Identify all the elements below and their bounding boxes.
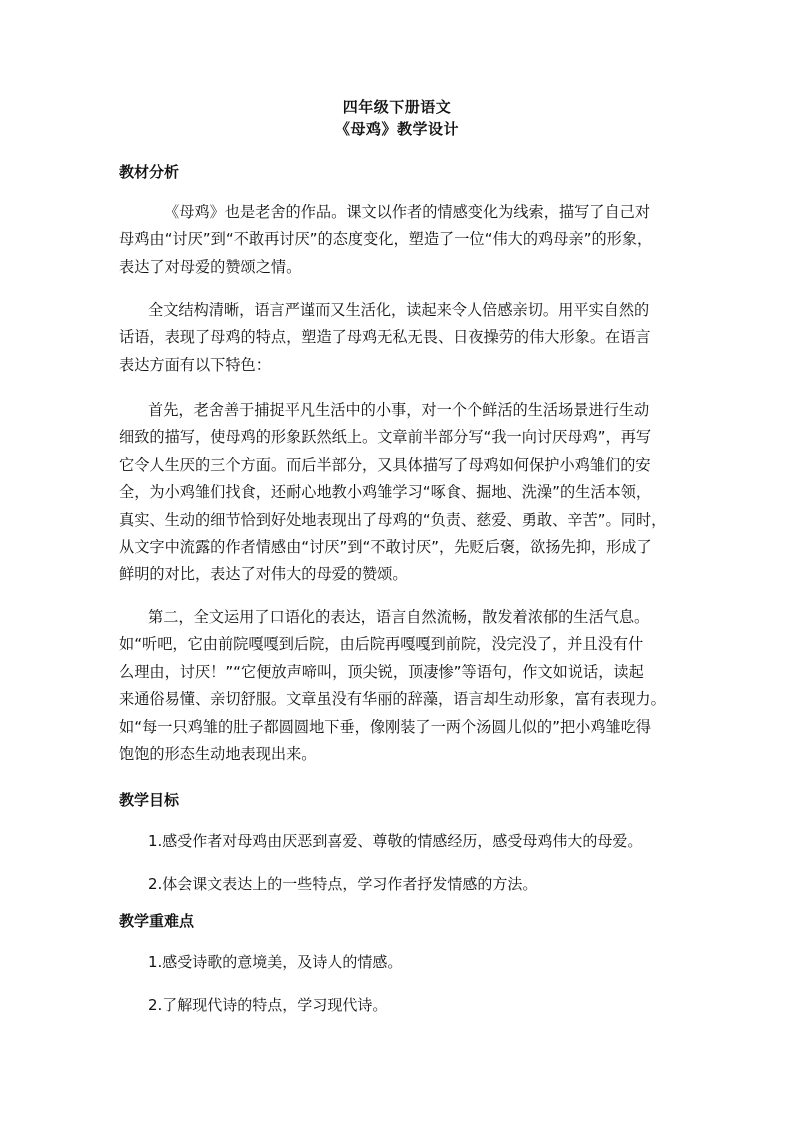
document-title-grade: 四年级下册语文 bbox=[342, 98, 452, 116]
paragraph-intro bbox=[119, 199, 675, 281]
paragraph-line: 首先，老舍善于捕捉平凡生活中的小事，对一个个鲜活的生活场景进行生动 bbox=[148, 401, 650, 419]
key-point-item: 1.感受诗歌的意境美，及诗人的情感。 bbox=[148, 953, 403, 971]
paragraph-first-feature bbox=[119, 397, 675, 589]
paragraph-line: 饱饱的形态生动地表现出来。 bbox=[119, 745, 317, 764]
paragraph-line: 如“听吧，它由前院嘎嘎到后院，由后院再嘎嘎到前院，没完没了，并且没有什 bbox=[119, 635, 644, 654]
paragraph-line: 表达了对母爱的赞颂之情。 bbox=[119, 257, 302, 276]
paragraph-line: 从文字中流露的作者情感由“讨厌”到“不敢讨厌”，先贬后褒，欲扬先抑，形成了 bbox=[119, 538, 652, 557]
document-title-lesson: 《母鸡》教学设计 bbox=[334, 120, 459, 138]
heading-material-analysis: 教材分析 bbox=[119, 163, 180, 181]
paragraph-line: 来通俗易懂、亲切舒服。文章虽没有华丽的辞藻，语言却生动形象，富有表现力。 bbox=[119, 690, 666, 709]
heading-teaching-goals: 教学目标 bbox=[119, 791, 180, 809]
paragraph-line: 话语，表现了母鸡的特点，塑造了母鸡无私无畏、日夜操劳的伟大形象。在语言 bbox=[119, 328, 651, 347]
paragraph-line: 么理由，讨厌！”“它便放声啼叫，顶尖锐，顶凄惨”等语句，作文如说话，读起 bbox=[119, 662, 644, 681]
heading-key-points: 教学重难点 bbox=[119, 912, 195, 930]
paragraph-second-feature bbox=[119, 604, 675, 768]
goal-item: 2.体会课文表达上的一些特点，学习作者抒发情感的方法。 bbox=[148, 875, 538, 893]
paragraph-line: 母鸡由“讨厌”到“不敢再讨厌”的态度变化，塑造了一位“伟大的鸡母亲”的形象， bbox=[119, 230, 653, 249]
paragraph-line: 全，为小鸡雏们找食，还耐心地教小鸡雏学习“啄食、掘地、洗澡”的生活本领， bbox=[119, 483, 652, 502]
paragraph-line: 真实、生动的细节恰到好处地表现出了母鸡的“负责、慈爱、勇敢、辛苦”。同时， bbox=[119, 510, 667, 529]
paragraph-line: 表达方面有以下特色： bbox=[119, 355, 271, 374]
paragraph-line: 细致的描写，使母鸡的形象跃然纸上。文章前半部分写“我一向讨厌母鸡”，再写 bbox=[119, 428, 652, 447]
paragraph-line: 它令人生厌的三个方面。而后半部分，又具体描写了母鸡如何保护小鸡雏们的安 bbox=[119, 455, 651, 474]
key-point-item: 2.了解现代诗的特点，学习现代诗。 bbox=[148, 996, 388, 1014]
paragraph-line: 如“每一只鸡雏的肚子都圆圆地下垂，像刚装了一两个汤圆儿似的”把小鸡雏吃得 bbox=[119, 717, 652, 736]
paragraph-line: 鲜明的对比，表达了对伟大的母爱的赞颂。 bbox=[119, 565, 408, 584]
paragraph-structure bbox=[119, 297, 675, 379]
paragraph-line: 《母鸡》也是老舍的作品。课文以作者的情感变化为线索，描写了自己对 bbox=[164, 203, 650, 221]
goal-item: 1.感受作者对母鸡由厌恶到喜爱、尊敬的情感经历，感受母鸡伟大的母爱。 bbox=[148, 832, 643, 850]
paragraph-line: 第二，全文运用了口语化的表达，语言自然流畅，散发着浓郁的生活气息。 bbox=[148, 608, 650, 626]
paragraph-line: 全文结构清晰，语言严谨而又生活化，读起来令人倍感亲切。用平实自然的 bbox=[148, 301, 650, 319]
